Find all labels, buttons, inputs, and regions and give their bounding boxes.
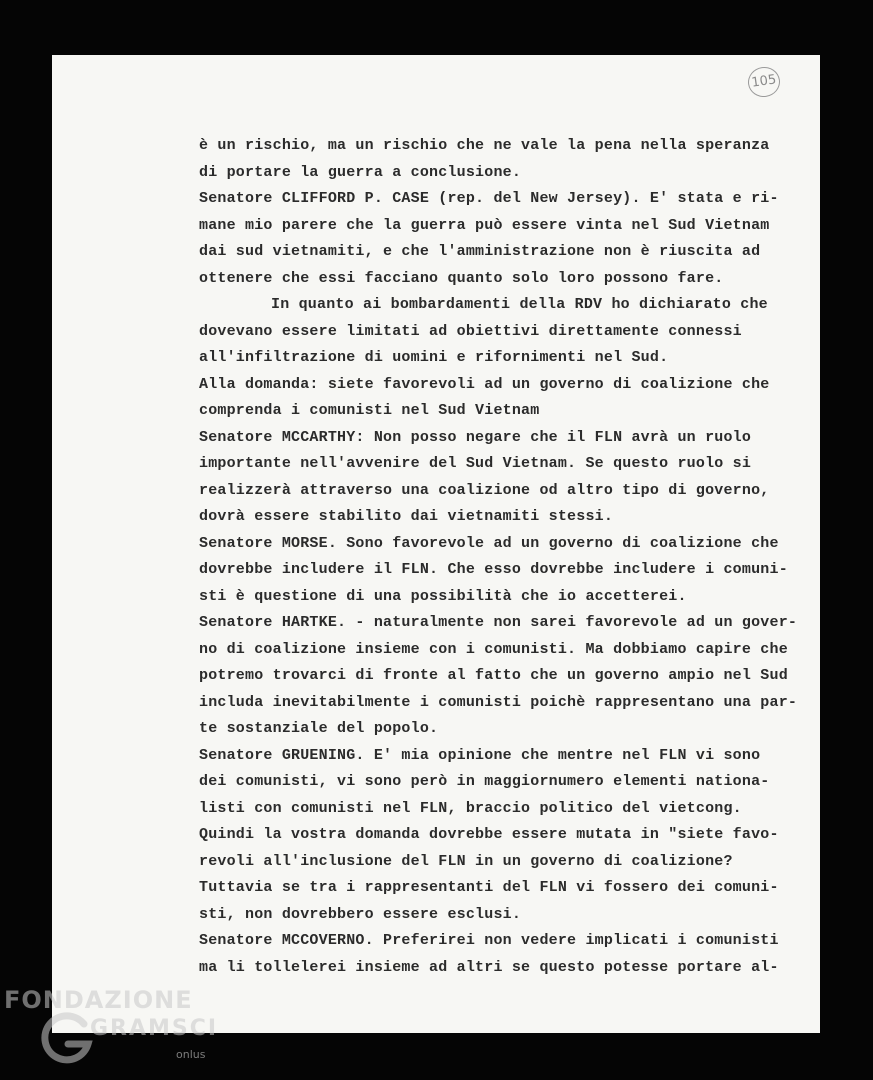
- text-line: Senatore CLIFFORD P. CASE (rep. del New Jersey). E' stata e ri-: [199, 190, 779, 207]
- text-line: è un rischio, ma un rischio che ne vale la pena nella speranza: [199, 137, 770, 154]
- typewritten-text: [199, 133, 799, 981]
- page-number-stamp: 105: [746, 65, 782, 99]
- document-page: [52, 55, 820, 1033]
- text-line: Senatore GRUENING. E' mia opinione che mentre nel FLN vi sono: [199, 746, 761, 764]
- text-line: mane mio parere che la guerra può essere vinta nel Sud Vietnam: [199, 216, 770, 234]
- text-line: revoli all'inclusione del FLN in un governo di coalizione?: [199, 852, 733, 870]
- text-line: dovrà essere stabilito dai vietnamiti stessi.: [199, 508, 614, 525]
- gramsci-g-logo-icon: [38, 1010, 96, 1068]
- watermark-subtitle: onlus: [176, 1048, 206, 1061]
- text-line: Alla domanda: siete favorevoli ad un governo di coalizione che: [199, 375, 770, 393]
- text-line: Senatore HARTKE. - naturalmente non sarei favorevole ad un gover-: [199, 614, 798, 631]
- text-line: di portare la guerra a conclusione.: [199, 163, 522, 181]
- text-line: sti è questione di una possibilità che io accetterei.: [199, 587, 687, 605]
- text-line: listi con comunisti nel FLN, braccio politico del vietcong.: [199, 799, 742, 817]
- text-line: Senatore MCCARTHY: Non posso negare che il FLN avrà un ruolo: [199, 428, 752, 446]
- fondazione-gramsci-watermark: [4, 982, 224, 1080]
- text-line: realizzerà attraverso una coalizione od altro tipo di governo,: [199, 481, 770, 499]
- text-line: comprenda i comunisti nel Sud Vietnam: [199, 402, 540, 419]
- text-line: ottenere che essi facciano quanto solo loro possono fare.: [199, 269, 724, 287]
- text-line: ma li tollelerei insieme ad altri se questo potesse portare al-: [199, 958, 779, 976]
- text-line: potremo trovarci di fronte al fatto che un governo ampio nel Sud: [199, 667, 788, 684]
- text-line: Quindi la vostra domanda dovrebbe essere mutata in "siete favo-: [199, 826, 779, 843]
- watermark-line-1: FONDAZIONE: [4, 986, 193, 1014]
- text-line: In quanto ai bombardamenti della RDV ho dichiarato che: [271, 296, 768, 313]
- text-line: Senatore MORSE. Sono favorevole ad un governo di coalizione che: [199, 534, 779, 552]
- text-line: includa inevitabilmente i comunisti poichè rappresentano una par-: [199, 693, 798, 711]
- text-line: dei comunisti, vi sono però in maggiornumero elementi nationa-: [199, 773, 770, 790]
- text-line: importante nell'avvenire del Sud Vietnam. Se questo ruolo si: [199, 455, 752, 472]
- text-line: all'infiltrazione di uomini e rifornimenti nel Sud.: [199, 349, 669, 366]
- text-line: Tuttavia se tra i rappresentanti del FLN vi fossero dei comuni-: [199, 879, 779, 896]
- text-line: te sostanziale del popolo.: [199, 720, 439, 737]
- text-line: dai sud vietnamiti, e che l'amministrazione non è riuscita ad: [199, 243, 761, 260]
- text-line: sti, non dovrebbero essere esclusi.: [199, 905, 522, 923]
- text-line: no di coalizione insieme con i comunisti. Ma dobbiamo capire che: [199, 640, 788, 658]
- watermark-line-2: GRAMSCI: [90, 1016, 219, 1041]
- text-line: dovrebbe includere il FLN. Che esso dovrebbe includere i comuni-: [199, 561, 788, 578]
- text-line: dovevano essere limitati ad obiettivi direttamente connessi: [199, 322, 742, 340]
- text-line: Senatore MCCOVERNO. Preferirei non vedere implicati i comunisti: [199, 932, 779, 949]
